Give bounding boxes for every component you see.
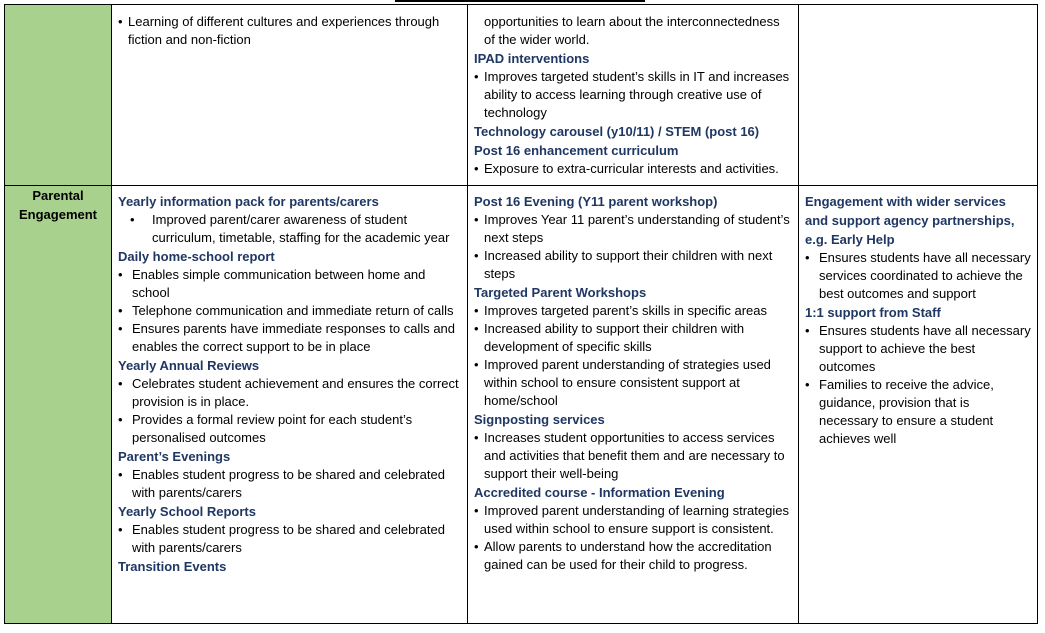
section-heading: Yearly information pack for parents/carers — [118, 194, 379, 209]
list-item: • Improved parent understanding of learning strategies used within school to ensure support is consistent. — [474, 502, 793, 538]
bullet-list — [474, 429, 793, 483]
row2-col2-cell — [468, 186, 799, 624]
section-heading: Engagement with wider services and support agency partnerships, e.g. Early Help — [805, 194, 1015, 247]
list-item: • Ensures parents have immediate responses to calls and enables the correct support to be in place — [118, 320, 462, 356]
row2-col3-cell — [799, 186, 1038, 624]
list-item: • Improved parent understanding of strategies used within school to ensure consistent support at home/school — [474, 356, 793, 410]
section-heading: Transition Events — [118, 559, 227, 574]
bullet-list — [805, 249, 1032, 303]
list-item: • Increased ability to support their children with development of specific skills — [474, 320, 793, 356]
section-heading: IPAD interventions — [474, 51, 590, 66]
list-item: • Enables student progress to be shared and celebrated with parents/carers — [118, 466, 462, 502]
list-item: • Improves Year 11 parent’s understanding of student’s next steps — [474, 211, 793, 247]
strategy-table — [4, 4, 1038, 624]
section-heading: Signposting services — [474, 412, 605, 427]
continued-text: opportunities to learn about the interconnectedness of the wider world. — [484, 14, 780, 47]
table-row — [5, 5, 1038, 186]
row-label-cell — [5, 186, 112, 624]
bullet-list — [474, 68, 793, 122]
row2-col1-cell — [112, 186, 468, 624]
bullet-list — [118, 521, 462, 557]
bullet-list — [118, 266, 462, 356]
list-item: • Enables simple communication between home and school — [118, 266, 462, 302]
bullet-list — [474, 302, 793, 410]
bullet-list — [118, 466, 462, 502]
row-label-cell — [5, 5, 112, 186]
section-heading: Yearly Annual Reviews — [118, 358, 260, 373]
list-item: • Increases student opportunities to access services and activities that benefit them and are necessary to support their well-being — [474, 429, 793, 483]
row-label: Parental — [32, 188, 84, 203]
section-heading: Yearly School Reports — [118, 504, 256, 519]
list-item: • Celebrates student achievement and ensures the correct provision is in place. — [118, 375, 462, 411]
list-item: • Improved parent/carer awareness of student curriculum, timetable, staffing for the academic year — [118, 211, 462, 247]
bullet-list — [474, 502, 793, 574]
row-label: Engagement — [18, 207, 97, 222]
list-item: • Ensures students have all necessary support to achieve the best outcomes — [805, 322, 1032, 376]
list-item: • Enables student progress to be shared and celebrated with parents/carers — [118, 521, 462, 557]
bullet-list — [118, 211, 462, 247]
table-row — [5, 186, 1038, 624]
list-item: • Allow parents to understand how the accreditation gained can be used for their child to progress. — [474, 538, 793, 574]
section-heading: Technology carousel (y10/11) / STEM (post 16) — [474, 124, 760, 139]
row1-col2-cell — [468, 5, 799, 186]
list-item: • Improves targeted student’s skills in IT and increases ability to access learning through creative use of technology — [474, 68, 793, 122]
empty-cell-text — [799, 5, 1037, 7]
list-item: • Increased ability to support their children with next steps — [474, 247, 793, 283]
row1-col3-cell — [799, 5, 1038, 186]
list-item: • Telephone communication and immediate return of calls — [118, 302, 462, 320]
section-heading: 1:1 support from Staff — [805, 305, 941, 320]
section-heading: Post 16 Evening (Y11 parent workshop) — [474, 194, 718, 209]
section-heading: Post 16 enhancement curriculum — [474, 143, 679, 158]
section-heading: Parent’s Evenings — [118, 449, 231, 464]
bullet-list — [805, 322, 1032, 448]
list-item: • Provides a formal review point for each student’s personalised outcomes — [118, 411, 462, 447]
bullet-list — [118, 13, 462, 49]
section-heading: Accredited course - Information Evening — [474, 485, 725, 500]
bullet-list — [474, 160, 793, 178]
bullet-list — [118, 375, 462, 447]
list-item: • Families to receive the advice, guidance, provision that is necessary to ensure a student achieves well — [805, 376, 1032, 448]
section-heading: Targeted Parent Workshops — [474, 285, 647, 300]
section-heading: Daily home-school report — [118, 249, 275, 264]
list-item: • Learning of different cultures and experiences through fiction and non-fiction — [118, 13, 462, 49]
list-item: • Improves targeted parent’s skills in specific areas — [474, 302, 793, 320]
bullet-list — [474, 211, 793, 283]
row1-col1-cell — [112, 5, 468, 186]
top-rule — [395, 0, 645, 2]
list-item: • Exposure to extra-curricular interests and activities. — [474, 160, 793, 178]
list-item: • Ensures students have all necessary services coordinated to achieve the best outcomes and support — [805, 249, 1032, 303]
